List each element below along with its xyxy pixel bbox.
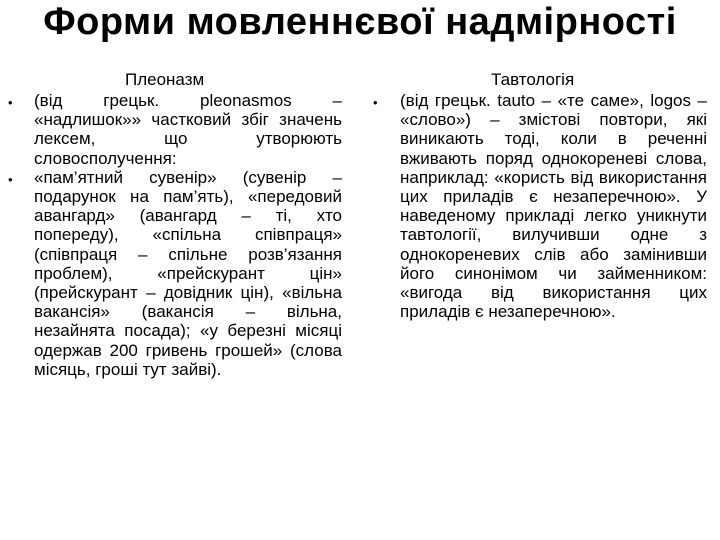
bullet-icon: • [373, 95, 378, 110]
tautology-definition-item [373, 91, 707, 321]
bullet-icon: • [8, 95, 13, 110]
pleonasm-definition-text: (від грецьк. pleonasmos – «надлишок»» частковий збіг значень лексем, що утворюють словосполучення: [34, 91, 342, 168]
pleonasm-definition-item [8, 91, 342, 168]
tautology-column [373, 70, 707, 321]
tautology-definition-text: (від грецьк. tauto – «те саме», logos – «слово») – змістові повтори, які виникають тоді, коли в реченні вживають поряд однокореневі слова, наприклад: «користь від використання цих приладів є незаперечною». У наведеному прикладі легко уникнути тавтології, вилучивши одне з однокореневих слів або замінивши його синонімом чи займенником: «вигода від використання цих приладів є незаперечною». [400, 91, 707, 322]
bullet-icon: • [8, 171, 13, 187]
pleonasm-examples-text: «пам’ятний сувенір» (сувенір – подарунок на пам’ять), «передовий авангард» (авангард – ті, хто попереду), «спільна співпраця» (співпраця – спільне розв’язання проблем), «прейскурант цін» (прейскурант – довідник цін), «вільна вакансія» (вакансія – вільна, незайнята посада); «у березні місяці одержав 200 гривень грошей» (слова місяць, гроші тут зайві). [34, 167, 342, 379]
tautology-heading: Тавтологія [491, 70, 575, 89]
pleonasm-heading: Плеоназм [125, 70, 205, 89]
pleonasm-examples-item [8, 168, 342, 379]
pleonasm-column [8, 70, 342, 379]
slide-title: Форми мовленнєвої надмірності [43, 1, 677, 43]
